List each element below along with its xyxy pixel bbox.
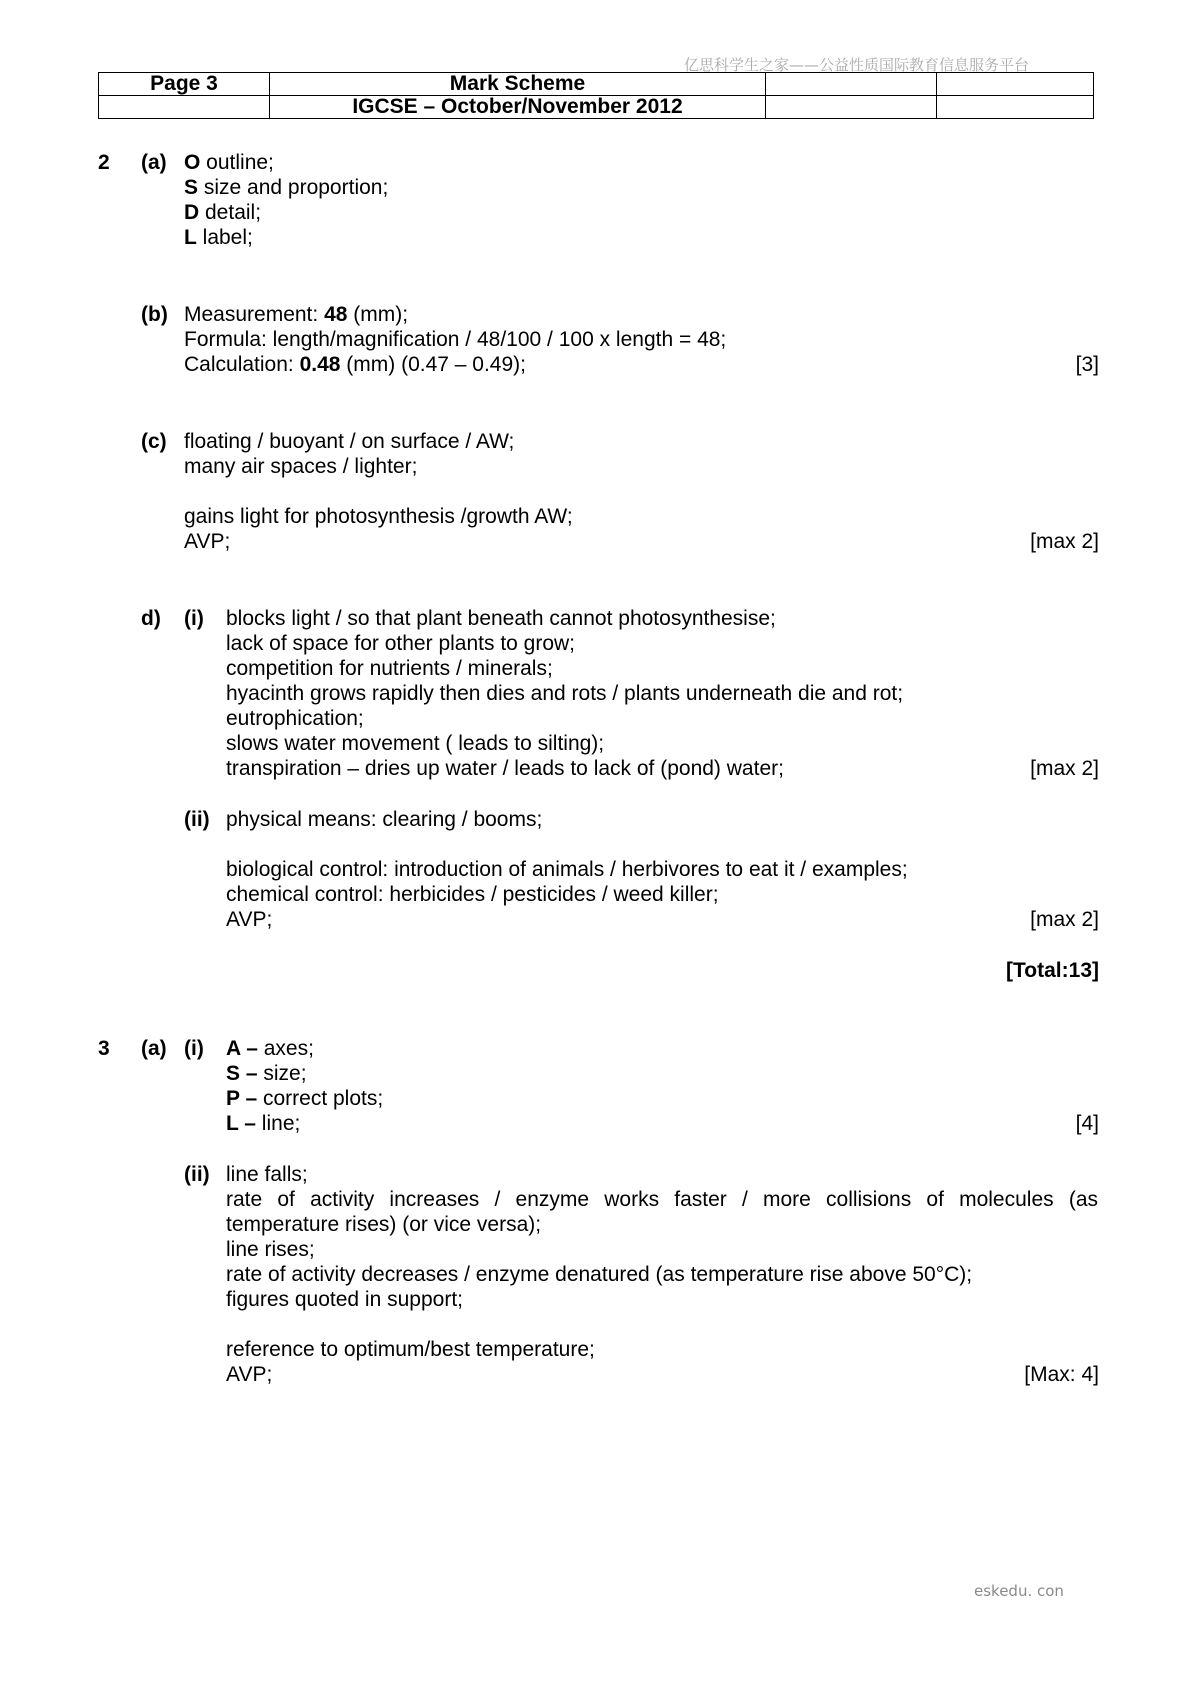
part-label: (a): [141, 1037, 167, 1060]
criterion-key: O: [184, 151, 201, 174]
answer-line: [226, 1061, 307, 1086]
criterion-key: L: [184, 226, 197, 249]
answer-line: reference to optimum/best temperature;: [226, 1338, 595, 1361]
answer-line: slows water movement ( leads to silting);: [226, 732, 605, 755]
header-empty-cell: [937, 73, 1094, 96]
answer-line: [184, 352, 526, 377]
answer-line: hyacinth grows rapidly then dies and rots / plants underneath die and rot;: [226, 682, 904, 705]
criterion-key: A –: [226, 1037, 258, 1060]
answer-line: [184, 150, 274, 175]
subpart-label: (ii): [184, 808, 210, 831]
answer-line: line rises;: [226, 1238, 315, 1261]
criterion-text: correct plots;: [257, 1087, 384, 1110]
answer-text: Measurement:: [184, 303, 325, 326]
answer-line: AVP;: [226, 908, 273, 931]
criterion-key: P –: [226, 1087, 258, 1110]
mark-allocation: [3]: [1075, 353, 1099, 376]
watermark: 亿思科学生之家——公益性质国际教育信息服务平台: [684, 56, 1030, 74]
question-total: [Total:13]: [1006, 959, 1099, 982]
answer-line: gains light for photosynthesis /growth AW;: [184, 505, 573, 528]
mark-allocation: [Max: 4]: [1024, 1363, 1099, 1386]
answer-line: Formula: length/magnification / 48/100 / 100 x length = 48;: [184, 328, 727, 351]
answer-line: [226, 1111, 300, 1136]
part-label: (b): [141, 303, 168, 326]
question-number: 3: [98, 1037, 110, 1060]
answer-line: [184, 175, 388, 200]
part-label: (c): [141, 430, 167, 453]
question-number: 2: [98, 151, 110, 174]
subpart-label: (i): [184, 607, 204, 630]
criterion-key: L –: [226, 1112, 256, 1135]
answer-line: blocks light / so that plant beneath cannot photosynthesise;: [226, 607, 776, 630]
criterion-text: label;: [196, 226, 253, 249]
answer-line: transpiration – dries up water / leads to lack of (pond) water;: [226, 757, 784, 780]
answer-line: [226, 1086, 383, 1111]
header-empty-cell: [766, 73, 937, 96]
answer-text: (mm);: [347, 303, 409, 326]
criterion-text: size;: [257, 1062, 307, 1085]
answer-line: figures quoted in support;: [226, 1288, 463, 1311]
part-label: (a): [141, 151, 167, 174]
answer-line: eutrophication;: [226, 707, 364, 730]
answer-line: competition for nutrients / minerals;: [226, 657, 553, 680]
answer-line: many air spaces / lighter;: [184, 455, 418, 478]
mark-allocation: [max 2]: [1030, 908, 1099, 931]
criterion-text: detail;: [199, 201, 262, 224]
answer-text: (mm) (0.47 – 0.49);: [340, 353, 526, 376]
mark-allocation: [4]: [1075, 1112, 1099, 1135]
answer-line: temperature rises) (or vice versa);: [226, 1213, 542, 1236]
answer-line: rate of activity increases / enzyme works faster / more collisions of molecules (as: [226, 1188, 1098, 1211]
subpart-label: (ii): [184, 1163, 210, 1186]
answer-line: [184, 200, 261, 225]
answer-line: floating / buoyant / on surface / AW;: [184, 430, 515, 453]
criterion-key: S: [184, 176, 199, 199]
answer-value: 0.48: [299, 353, 341, 376]
answer-line: chemical control: herbicides / pesticides / weed killer;: [226, 883, 719, 906]
answer-text: Calculation:: [184, 353, 300, 376]
subpart-label: (i): [184, 1037, 204, 1060]
answer-line: line falls;: [226, 1163, 308, 1186]
header-table: [98, 72, 1094, 119]
header-empty-cell: [937, 96, 1094, 119]
answer-line: [184, 225, 253, 250]
answer-value: 48: [324, 303, 348, 326]
criterion-text: size and proportion;: [198, 176, 389, 199]
doc-subtitle: IGCSE – October/November 2012: [270, 96, 766, 119]
criterion-text: outline;: [200, 151, 274, 174]
criterion-text: axes;: [257, 1037, 314, 1060]
answer-line: lack of space for other plants to grow;: [226, 632, 576, 655]
criterion-text: line;: [255, 1112, 301, 1135]
answer-line: [184, 302, 408, 327]
header-empty-cell: [99, 96, 270, 119]
criterion-key: S –: [226, 1062, 258, 1085]
mark-allocation: [max 2]: [1030, 530, 1099, 553]
part-label: d): [141, 607, 161, 630]
header-empty-cell: [766, 96, 937, 119]
answer-line: biological control: introduction of animals / herbivores to eat it / examples;: [226, 858, 908, 881]
mark-allocation: [max 2]: [1030, 757, 1099, 780]
criterion-key: D: [184, 201, 200, 224]
answer-line: rate of activity decreases / enzyme denatured (as temperature rise above 50°C);: [226, 1263, 973, 1286]
answer-line: [226, 1036, 314, 1061]
answer-line: AVP;: [226, 1363, 273, 1386]
footer-watermark: eskedu. con: [974, 1582, 1064, 1600]
doc-title: Mark Scheme: [270, 73, 766, 96]
answer-line: AVP;: [184, 530, 231, 553]
page-number: Page 3: [99, 73, 270, 96]
answer-line: physical means: clearing / booms;: [226, 808, 543, 831]
